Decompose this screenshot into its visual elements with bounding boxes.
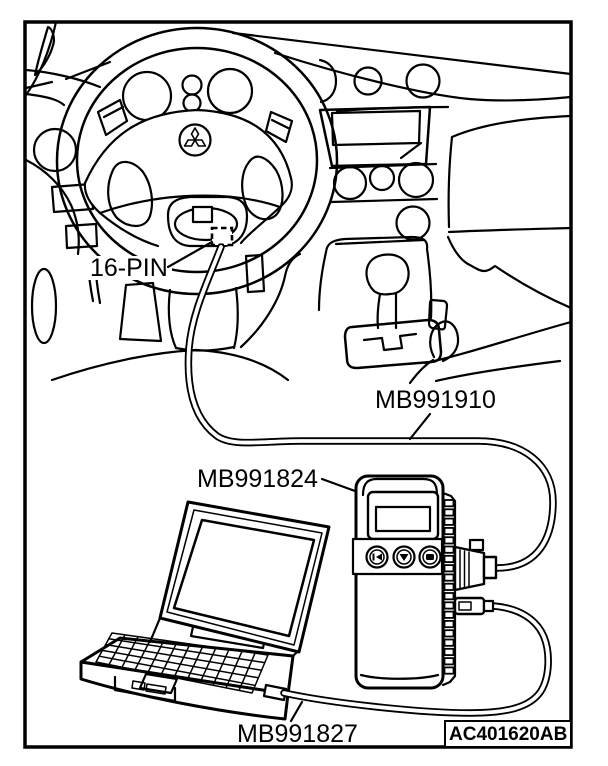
center-stack (320, 60, 448, 244)
dashboard-right (410, 116, 571, 383)
laptop (81, 502, 329, 719)
enter-icon (426, 554, 434, 560)
gauge-small-top (183, 76, 202, 95)
vci-tool (353, 476, 496, 688)
vci-buttons (367, 547, 441, 568)
air-vent-left (34, 129, 76, 171)
label-mb991910: MB991910 (375, 386, 496, 414)
shift-gate (364, 334, 416, 350)
door-speaker (32, 269, 56, 343)
a-pillar (26, 22, 100, 105)
shifter-base (345, 320, 441, 368)
label-mb991824: MB991824 (197, 465, 318, 493)
lower-knob (397, 207, 430, 240)
windshield-lines (26, 33, 571, 100)
mitsubishi-logo-icon (180, 125, 211, 156)
label-mb991827: MB991827 (237, 720, 358, 748)
dsub-connector (455, 540, 496, 590)
vci-side-ribs (443, 493, 455, 685)
usb-plug (484, 601, 493, 611)
climate-knob-right (399, 163, 433, 197)
seat-outline (448, 237, 571, 308)
label-16-pin: 16-PIN (90, 254, 168, 282)
usb-connector (455, 598, 493, 614)
climate-knob-center (370, 166, 394, 190)
figure-code: AC401620AB (449, 724, 568, 745)
leader-mb991824 (322, 479, 355, 491)
leader-mb991910 (410, 414, 430, 439)
gauge-left (123, 72, 171, 120)
shift-knob (367, 255, 409, 295)
column-lock (193, 207, 212, 222)
data-link-connector-16pin (212, 228, 232, 245)
radio-display (332, 111, 420, 145)
climate-knob-left (334, 167, 366, 199)
knee-bolster (120, 283, 161, 341)
gauge-right (208, 69, 252, 113)
leader-mb991827 (291, 702, 302, 721)
dsub-plug (484, 557, 496, 578)
